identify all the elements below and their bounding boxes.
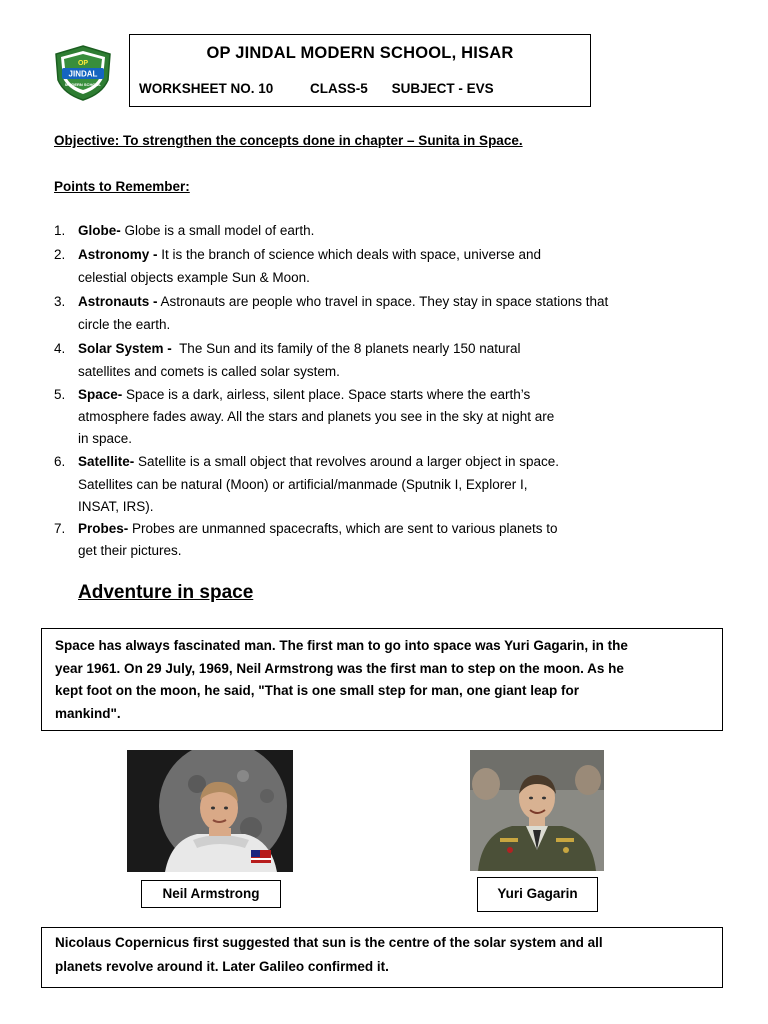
svg-text:MODERN SCHOOL: MODERN SCHOOL <box>65 82 101 87</box>
yuri-gagarin-photo <box>470 750 604 871</box>
point-astronauts-cont: circle the earth. <box>78 317 171 332</box>
story-line: kept foot on the moon, he said, "That is one small step for man, one giant leap for <box>55 683 579 698</box>
adventure-heading: Adventure in space <box>78 582 254 603</box>
point-probes: 7. Probes- Probes are unmanned spacecrafts, which are sent to various planets to <box>54 521 558 536</box>
class-label: CLASS-5 <box>310 81 368 96</box>
point-globe: 1. Globe- Globe is a small model of earth. <box>54 223 315 238</box>
worksheet-info <box>139 81 494 96</box>
note-line: Nicolaus Copernicus first suggested that sun is the centre of the solar system and all <box>55 935 603 950</box>
yuri-gagarin-caption: Yuri Gagarin <box>477 877 598 912</box>
header-box <box>129 34 591 107</box>
point-astronomy: 2. Astronomy - It is the branch of science which deals with space, universe and <box>54 247 541 262</box>
story-line: mankind". <box>55 706 121 721</box>
point-probes-cont: get their pictures. <box>78 543 182 558</box>
objective: Objective: To strengthen the concepts done in chapter – Sunita in Space. <box>54 133 523 148</box>
point-satellite: 6. Satellite- Satellite is a small object that revolves around a larger object in space. <box>54 454 560 469</box>
neil-armstrong-caption: Neil Armstrong <box>141 880 281 908</box>
school-logo <box>52 44 114 102</box>
school-name: OP JINDAL MODERN SCHOOL, HISAR <box>206 44 514 62</box>
point-satellite-cont-2: INSAT, IRS). <box>78 499 154 514</box>
neil-armstrong-photo <box>127 750 293 872</box>
point-astronauts: 3. Astronauts - Astronauts are people who travel in space. They stay in space stations that <box>54 294 609 309</box>
subject-label: SUBJECT - EVS <box>391 81 494 96</box>
point-space-cont-1: atmosphere fades away. All the stars and planets you see in the sky at night are <box>78 409 555 424</box>
point-solar-system: 4. Solar System - The Sun and its family of the 8 planets nearly 150 natural <box>54 341 521 356</box>
worksheet-number: WORKSHEET NO. 10 <box>139 81 274 96</box>
point-solar-system-cont: satellites and comets is called solar system. <box>78 364 340 379</box>
points-heading: Points to Remember: <box>54 179 190 194</box>
story-line: year 1961. On 29 July, 1969, Neil Armstrong was the first man to step on the moon. As he <box>55 661 624 676</box>
svg-text:JINDAL: JINDAL <box>68 69 98 79</box>
svg-text:OP: OP <box>77 60 89 67</box>
note-line: planets revolve around it. Later Galileo confirmed it. <box>55 959 389 974</box>
point-space: 5. Space- Space is a dark, airless, silent place. Space starts where the earth’s <box>54 387 531 402</box>
copernicus-note-box <box>41 927 723 988</box>
story-box <box>41 628 723 731</box>
story-line: Space has always fascinated man. The first man to go into space was Yuri Gagarin, in the <box>55 638 628 653</box>
point-satellite-cont-1: Satellites can be natural (Moon) or artificial/manmade (Sputnik I, Explorer I, <box>78 477 528 492</box>
point-astronomy-cont: celestial objects example Sun & Moon. <box>78 270 310 285</box>
point-space-cont-2: in space. <box>78 431 133 446</box>
